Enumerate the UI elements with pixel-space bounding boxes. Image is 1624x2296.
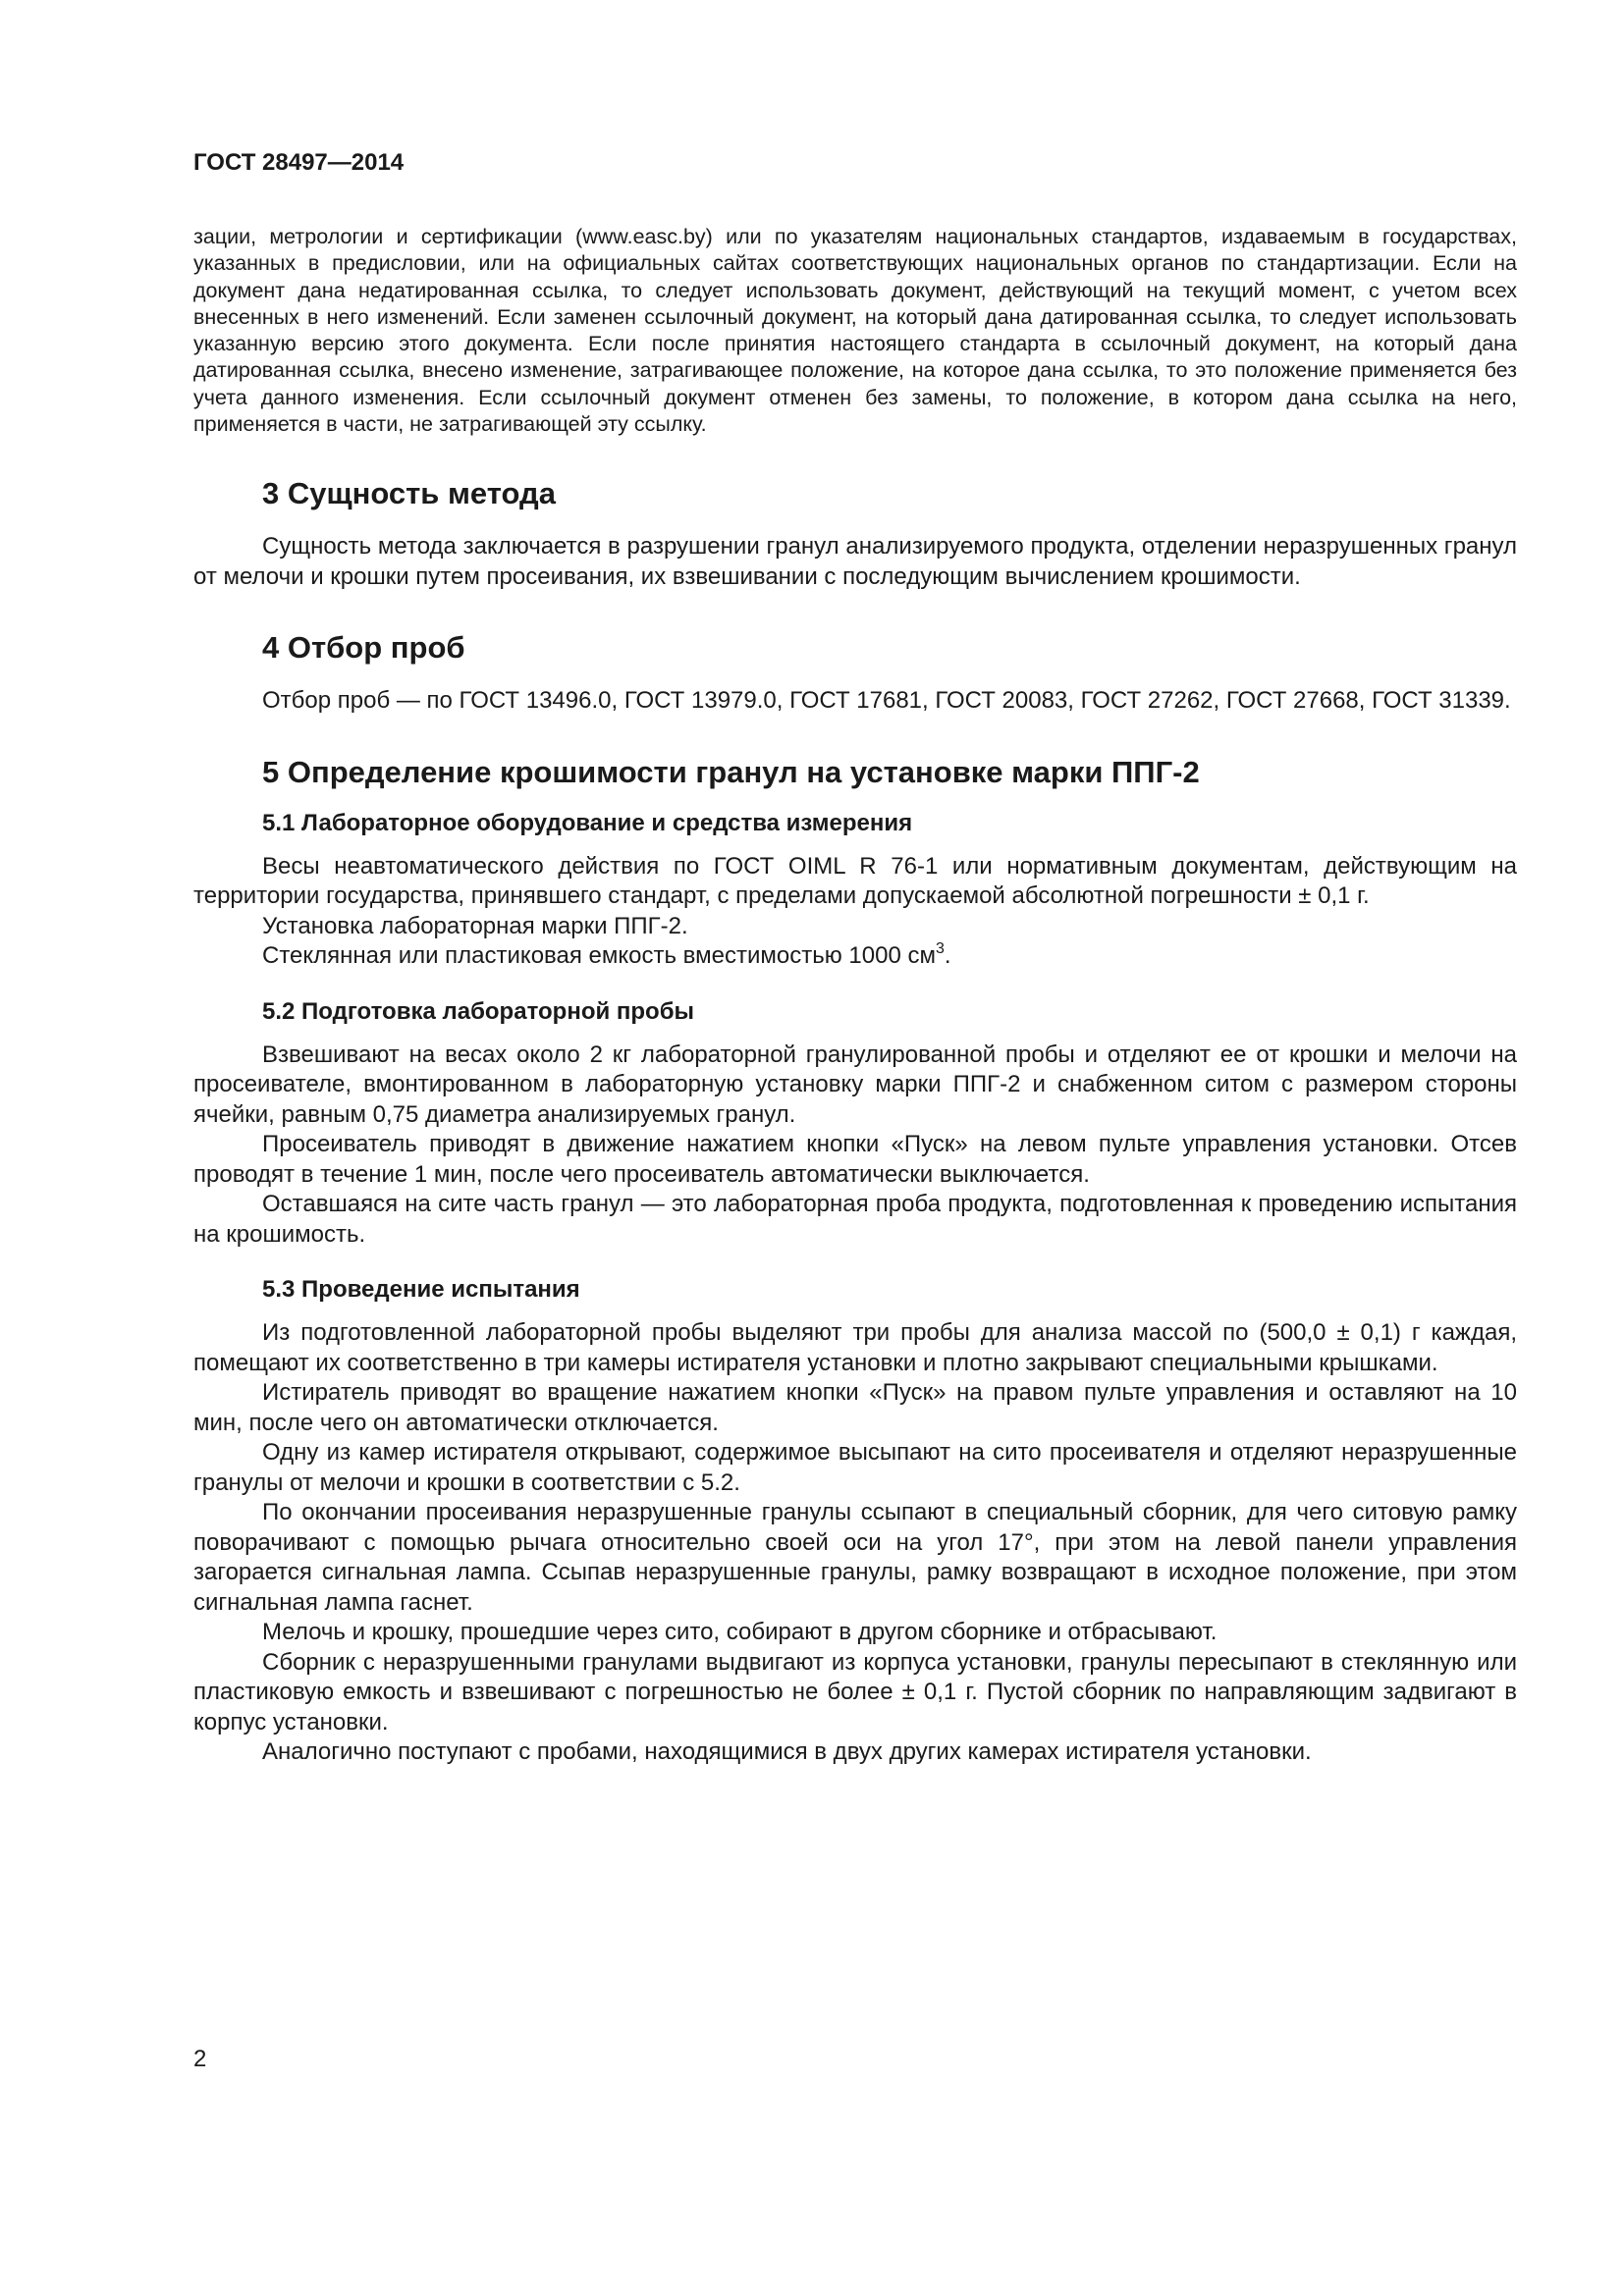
subsection-5-2-paragraph: Взвешивают на весах около 2 кг лабораторной гранулированной пробы и отделяют ее от крошки и мелочи на просеивателе, вмонтированном в лабораторную установку марки ППГ-2 и снабженном ситом с размером стороны ячейки, равным 0,75 диаметра анализируемых гранул. [193, 1041, 1517, 1128]
subsection-5-2-paragraph: Оставшаяся на сите часть гранул — это лабораторная проба продукта, подготовленная к проведению испытания на крошимость. [193, 1191, 1517, 1248]
section-3-paragraph: Сущность метода заключается в разрушении гранул анализируемого продукта, отделении неразрушенных гранул от мелочи и крошки путем просеивания, их взвешивании с последующим вычислением крошимости. [193, 533, 1517, 590]
volume-text: Стеклянная или пластиковая емкость вместимостью 1000 см [262, 942, 936, 970]
subsection-5-3-paragraph: По окончании просеивания неразрушенные гранулы ссыпают в специальный сборник, для чего ситовую рамку поворачивают с помощью рычага относительно своей оси на угол 17°, при этом на левой панели управления загорается сигнальная лампа. Ссыпав неразрушенные гранулы, рамку возвращают в исходное положение, при этом сигнальная лампа гаснет. [193, 1499, 1517, 1616]
subsection-5-2-heading: 5.2 Подготовка лабораторной пробы [262, 997, 695, 1025]
subsection-5-3-paragraph: Из подготовленной лабораторной пробы выделяют три пробы для анализа массой по (500,0 ± 0,1) г каждая, помещают их соответственно в три камеры истирателя установки и плотно закрывают специальными крышками. [193, 1319, 1517, 1376]
subsection-5-3-paragraph: Аналогично поступают с пробами, находящимися в двух других камерах истирателя установки. [262, 1738, 1312, 1766]
page-number: 2 [193, 2046, 207, 2072]
document-body [193, 224, 1517, 1768]
intro-paragraph: зации, метрологии и сертификации (www.easc.by) или по указателям национальных стандартов, издаваемым в государствах, указанных в предисловии, или на официальных сайтах соответствующих национальных органов по стандартизации. Если на документ дана недатированная ссылка, то следует использовать документ, действующий на текущий момент, с учетом всех внесенных в него изменений. Если заменен ссылочный документ, на который дана датированная ссылка, то следует использовать указанную версию этого документа. Если после принятия настоящего стандарта в ссылочный документ, на который дана датированная ссылка, внесено изменение, затрагивающее положение, на которое дана ссылка, то это положение применяется без учета данного изменения. Если ссылочный документ отменен без замены, то положение, в котором дана ссылка на него, применяется в части, не затрагивающей эту ссылку. [193, 225, 1517, 437]
subsection-5-2-paragraph: Просеиватель приводят в движение нажатием кнопки «Пуск» на левом пульте управления установки. Отсев проводят в течение 1 мин, после чего просеиватель автоматически выключается. [193, 1131, 1517, 1188]
subsection-5-1-heading: 5.1 Лабораторное оборудование и средства измерения [262, 809, 913, 836]
subsection-5-1-paragraph: Весы неавтоматического действия по ГОСТ OIML R 76-1 или нормативным документам, действующим на территории государства, принявшего стандарт, с пределами допускаемой абсолютной погрешности ± 0,1 г. [193, 852, 1517, 910]
subsection-5-3-paragraph: Истиратель приводят во вращение нажатием кнопки «Пуск» на правом пульте управления и оставляют на 10 мин, после чего он автоматически отключается. [193, 1379, 1517, 1436]
document-code-header: ГОСТ 28497—2014 [193, 149, 405, 176]
section-3-heading: 3 Сущность метода [262, 476, 556, 511]
subsection-5-3-paragraph: Мелочь и крошку, прошедшие через сито, собирают в другом сборнике и отбрасывают. [262, 1619, 1218, 1646]
subsection-5-3-heading: 5.3 Проведение испытания [262, 1276, 580, 1304]
section-4-heading: 4 Отбор проб [262, 630, 465, 666]
subsection-5-3-paragraph: Одну из камер истирателя открывают, содержимое высыпают на сито просеивателя и отделяют неразрушенные гранулы от мелочи и крошки в соответствии с 5.2. [193, 1439, 1517, 1496]
section-4-paragraph: Отбор проб — по ГОСТ 13496.0, ГОСТ 13979.0, ГОСТ 17681, ГОСТ 20083, ГОСТ 27262, ГОСТ 27668, ГОСТ 31339. [262, 687, 1511, 715]
subsection-5-3-paragraph: Сборник с неразрушенными гранулами выдвигают из корпуса установки, гранулы пересыпают в стеклянную или пластиковую емкость и взвешивают с погрешностью не более ± 0,1 г. Пустой сборник по направляющим задвигают в корпус установки. [193, 1648, 1517, 1735]
period: . [944, 942, 951, 970]
subsection-5-1-paragraph: Установка лабораторная марки ППГ-2. [262, 912, 688, 939]
superscript-3: 3 [935, 940, 945, 958]
subsection-5-1-paragraph [193, 941, 1517, 972]
section-5-heading: 5 Определение крошимости гранул на установке марки ППГ-2 [262, 754, 1200, 789]
